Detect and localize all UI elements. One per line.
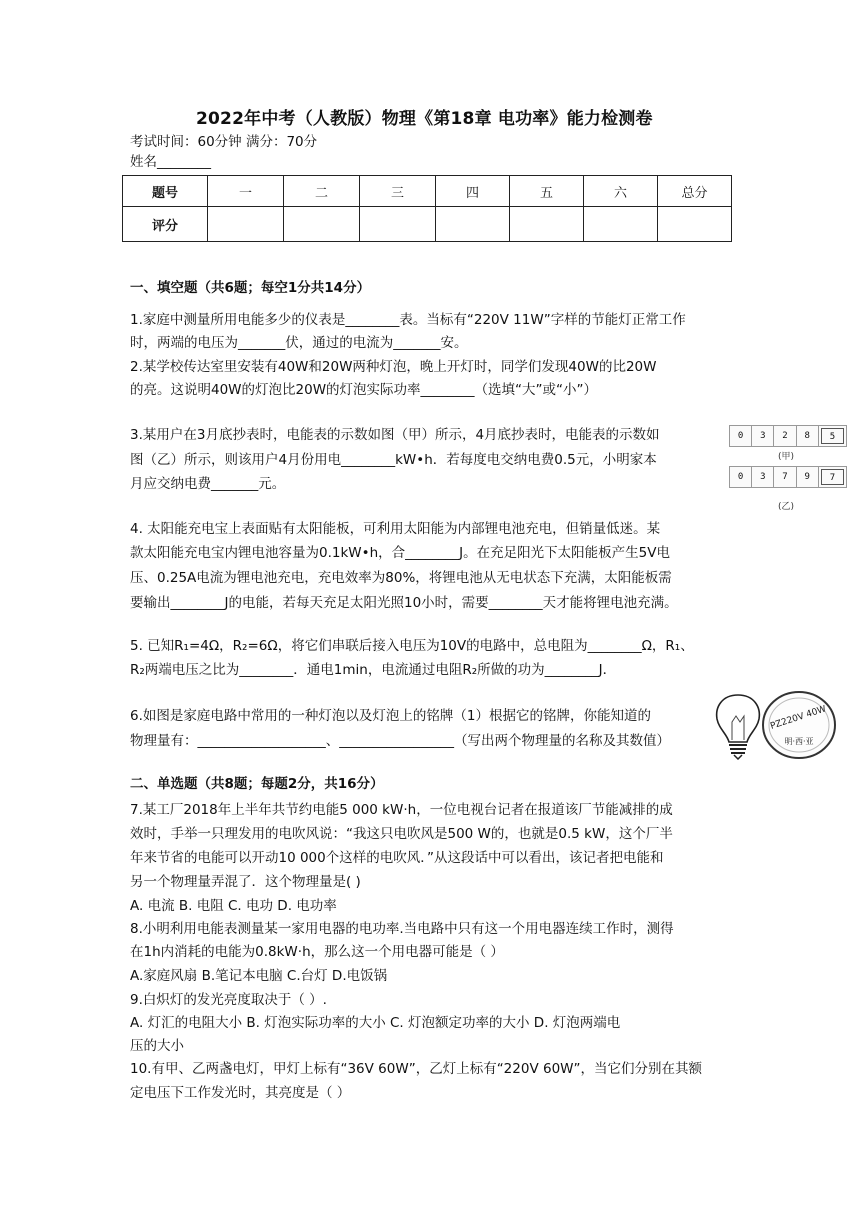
question-line: R₂两端电压之比为________．通电1min，电流通过电阻R₂所做的功为________J． (130, 662, 617, 678)
meter-digit: 5 (821, 428, 844, 444)
score-cell[interactable] (284, 207, 360, 242)
score-header-cell: 五 (510, 176, 584, 207)
answer-options: A. 电流 B. 电阻 C. 电功 D. 电功率 (130, 898, 337, 914)
question-line: 月应交纳电费_______元。 (130, 476, 286, 492)
question-line: 5. 已知R₁=4Ω，R₂=6Ω，将它们串联后接入电压为10V的电路中，总电阻为________Ω，R₁、 (130, 638, 694, 654)
question-line: 4. 太阳能充电宝上表面贴有太阳能板，可利用太阳能为内部锂电池充电，但销量低迷。某 (130, 521, 661, 537)
score-header-cell: 一 (208, 176, 284, 207)
answer-options: A.家庭风扇 B.笔记本电脑 C.台灯 D.电饭锅 (130, 968, 388, 984)
question-line: 7.某工厂2018年上半年共节约电能5 000 kW·h，一位电视台记者在报道该厂节能减排的成 (130, 802, 673, 818)
question-line: 3.某用户在3月底抄表时，电能表的示数如图（甲）所示，4月底抄表时，电能表的示数如 (130, 427, 660, 443)
name-line: 姓名________ (130, 154, 211, 170)
question-line: 9.白炽灯的发光亮度取决于（ ）. (130, 992, 327, 1008)
question-line: 6.如图是家庭电路中常用的一种灯泡以及灯泡上的铭牌（1）根据它的铭牌，你能知道的 (130, 708, 651, 724)
score-cell[interactable] (436, 207, 510, 242)
question-line: 压、0.25A电流为锂电池充电，充电效率为80%，将锂电池从无电状态下充满，太阳能板需 (130, 570, 672, 586)
question-line: 定电压下工作发光时，其亮度是（ ） (130, 1085, 351, 1101)
score-cell[interactable] (658, 207, 732, 242)
meter-yi (729, 466, 847, 488)
answer-options: 压的大小 (130, 1038, 184, 1054)
question-line: 图（乙）所示，则该用户4月份用电________kW•h．若每度电交纳电费0.5元，小明家本 (130, 452, 657, 468)
meter-digit: 8 (797, 426, 819, 446)
nameplate-icon (760, 690, 838, 760)
score-cell[interactable] (584, 207, 658, 242)
score-cell[interactable] (360, 207, 436, 242)
question-line: 年来节省的电能可以开动10 000个这样的电吹风．”从这段话中可以看出，该记者把电能和 (130, 850, 664, 866)
score-header-cell: 题号 (123, 176, 208, 207)
score-table-header-row (123, 176, 732, 207)
section1-heading: 一、填空题（共6题；每空1分共14分） (130, 280, 371, 296)
meter-digit: 0 (730, 426, 752, 446)
meter-digit: 7 (774, 467, 796, 487)
page-title: 2022年中考（人教版）物理《第18章 电功率》能力检测卷 (196, 109, 653, 129)
score-row-label: 评分 (123, 207, 208, 242)
score-header-cell: 二 (284, 176, 360, 207)
question-line: 另一个物理量弄混了．这个物理量是( ) (130, 874, 361, 890)
meter-jia-caption: (甲) (778, 452, 795, 462)
question-line: 8.小明利用电能表测量某一家用电器的电功率.当电路中只有这一个用电器连续工作时，测得 (130, 921, 674, 937)
exam-info: 考试时间：60分钟 满分：70分 (130, 134, 318, 150)
score-cell[interactable] (510, 207, 584, 242)
score-header-cell: 六 (584, 176, 658, 207)
question-line: 10.有甲、乙两盏电灯，甲灯上标有“36V 60W”，乙灯上标有“220V 60W”，当它们分别在其额 (130, 1061, 702, 1077)
question-line: 效时，手举一只理发用的电吹风说：“我这只电吹风是500 W的，也就是0.5 kW，这个厂半 (130, 826, 673, 842)
question-line: 2.某学校传达室里安装有40W和20W两种灯泡，晚上开灯时，同学们发现40W的比20W (130, 359, 657, 375)
question-line: 要输出________J的电能，若每天充足太阳光照10小时，需要________天才能将锂电池充满。 (130, 595, 678, 611)
meter-digit: 0 (730, 467, 752, 487)
question-line: 时，两端的电压为_______伏，通过的电流为_______安。 (130, 335, 468, 351)
score-table (122, 175, 732, 242)
score-table-row (123, 207, 732, 242)
question-line: 在1h内消耗的电能为0.8kW·h，那么这一个用电器可能是（ ） (130, 944, 504, 960)
lightbulb-icon (712, 692, 764, 760)
question-line: 款太阳能充电宝内锂电池容量为0.1kW•h，合________J。在充足阳光下太阳能板产生5V电 (130, 545, 670, 561)
question-line: 的亮。这说明40W的灯泡比20W的灯泡实际功率________（选填“大”或“小”） (130, 382, 598, 398)
meter-digit: 2 (774, 426, 796, 446)
score-header-cell: 总分 (658, 176, 732, 207)
nameplate-brand: 明·西·亚 (784, 737, 814, 746)
nameplate-text: PZ220V 40W (769, 704, 828, 732)
meter-jia (729, 425, 847, 447)
score-header-cell: 四 (436, 176, 510, 207)
meter-digit: 9 (797, 467, 819, 487)
score-header-cell: 三 (360, 176, 436, 207)
score-cell[interactable] (208, 207, 284, 242)
section2-heading: 二、单选题（共8题；每题2分，共16分） (130, 776, 384, 792)
meter-yi-caption: (乙) (778, 502, 795, 512)
meter-digit: 7 (821, 469, 844, 485)
meter-digit: 3 (752, 467, 774, 487)
answer-options: A. 灯汇的电阻大小 B. 灯泡实际功率的大小 C. 灯泡额定功率的大小 D. 灯泡两端电 (130, 1015, 621, 1031)
question-line: 1.家庭中测量所用电能多少的仪表是________表。当标有“220V 11W”字样的节能灯正常工作 (130, 312, 686, 328)
question-line: 物理量有：___________________、_________________（写出两个物理量的名称及其数值） (130, 733, 670, 749)
meter-digit: 3 (752, 426, 774, 446)
